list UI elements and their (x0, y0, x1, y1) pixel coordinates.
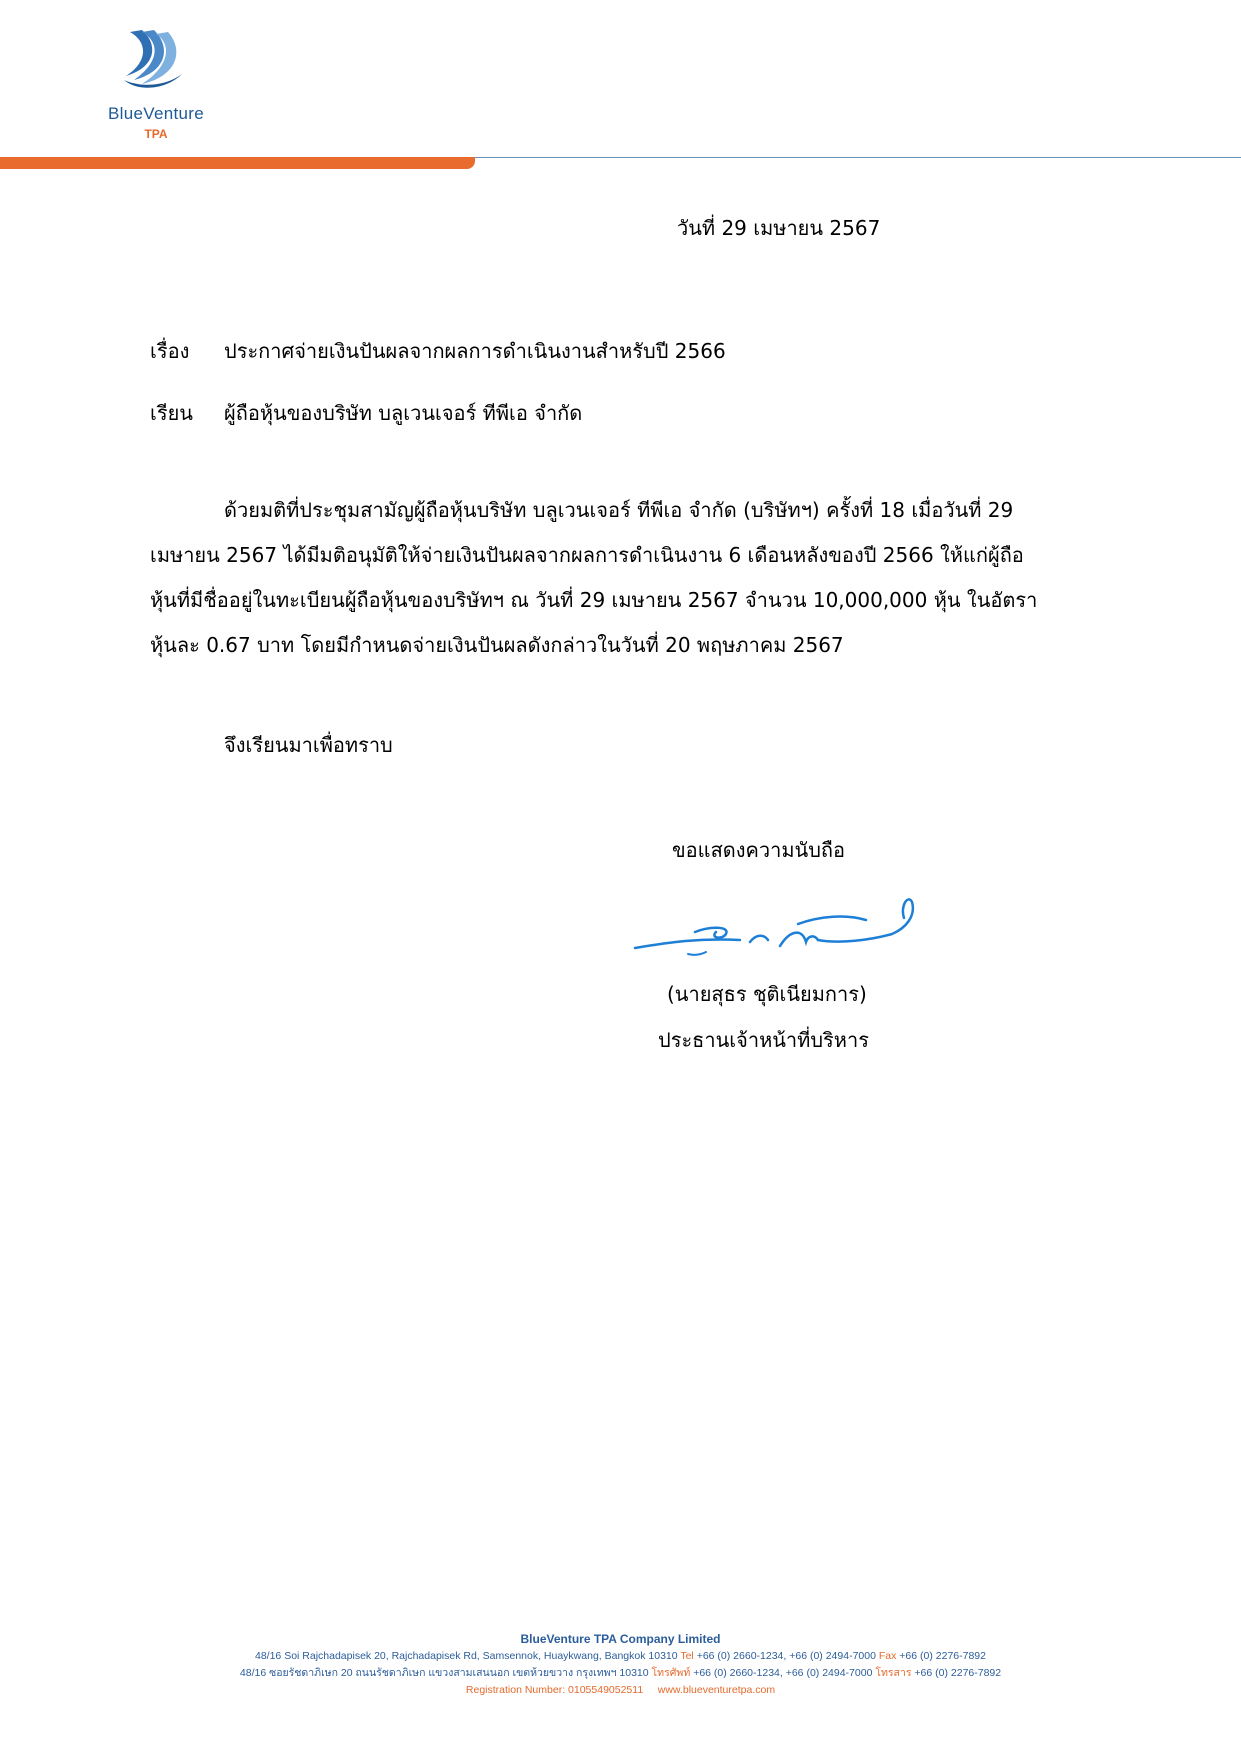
header-accent-bar (0, 157, 475, 169)
tel-en-label: Tel (680, 1650, 694, 1662)
body-line: หุ้นละ 0.67 บาท โดยมีกำหนดจ่ายเงินปันผลดังกล่าวในวันที่ 20 พฤษภาคม 2567 (150, 633, 844, 657)
fax-th-label: โทรสาร (875, 1667, 912, 1679)
footer-company: BlueVenture TPA Company Limited (520, 1632, 721, 1646)
fax-th: +66 (0) 2276-7892 (914, 1667, 1002, 1679)
company-logo (88, 28, 218, 148)
recipient-text: ผู้ถือหุ้นของบริษัท บลูเวนเจอร์ ทีพีเอ จำกัด (224, 401, 583, 425)
regards-text: ขอแสดงความนับถือ (672, 838, 846, 862)
body-line: เมษายน 2567 ได้มีมติอนุมัติให้จ่ายเงินปันผลจากผลการดำเนินงาน 6 เดือนหลังของปี 2566 ให้แก่ผู้ถือ (150, 543, 1024, 567)
signature-image (630, 890, 930, 970)
subject-text: ประกาศจ่ายเงินปันผลจากผลการดำเนินงานสำหรับปี 2566 (224, 339, 726, 363)
address-en: 48/16 Soi Rajchadapisek 20, Rajchadapisek Rd, Samsennok, Huaykwang, Bangkok 10310 (255, 1650, 678, 1662)
footer-registration (0, 1682, 1241, 1699)
letter-date: วันที่ 29 เมษายน 2567 (677, 216, 881, 240)
signer-name: (นายสุธร ชุติเนียมการ) (667, 982, 867, 1006)
tel-th-label: โทรศัพท์ (651, 1667, 691, 1679)
logo-sub: TPA (144, 127, 168, 141)
body-line: ด้วยมติที่ประชุมสามัญผู้ถือหุ้นบริษัท บลูเวนเจอร์ ทีพีเอ จำกัด (บริษัทฯ) ครั้งที่ 18 เมื่อวันที่ 29 (224, 498, 1014, 522)
tel-th: +66 (0) 2660-1234, +66 (0) 2494-7000 (693, 1667, 873, 1679)
header-divider (468, 157, 1241, 158)
signer-title: ประธานเจ้าหน้าที่บริหาร (658, 1028, 869, 1052)
body-line: หุ้นที่มีชื่ออยู่ในทะเบียนผู้ถือหุ้นของบริษัทฯ ณ วันที่ 29 เมษายน 2567 จำนวน 10,000,000 หุ้น ในอัตรา (150, 588, 1038, 612)
registration: Registration Number: 0105549052511 (465, 1684, 644, 1696)
website-link[interactable]: www.blueventuretpa.com (657, 1684, 776, 1696)
fax-en: +66 (0) 2276-7892 (899, 1650, 986, 1662)
closing-text: จึงเรียนมาเพื่อทราบ (224, 733, 393, 757)
wave-logo-icon (120, 28, 186, 90)
footer-address-en (0, 1648, 1241, 1665)
footer (0, 1630, 1241, 1699)
fax-en-label: Fax (878, 1650, 897, 1662)
letter-body (150, 488, 1090, 668)
footer-address-th (0, 1665, 1241, 1682)
tel-en: +66 (0) 2660-1234, +66 (0) 2494-7000 (696, 1650, 876, 1662)
recipient-label: เรียน (150, 401, 193, 425)
logo-name: BlueVenture (108, 104, 204, 123)
address-th: 48/16 ซอยรัชดาภิเษก 20 ถนนรัชดาภิเษก แขวงสามเสนนอก เขตห้วยขวาง กรุงเทพฯ 10310 (239, 1667, 649, 1679)
subject-label: เรื่อง (150, 339, 190, 363)
